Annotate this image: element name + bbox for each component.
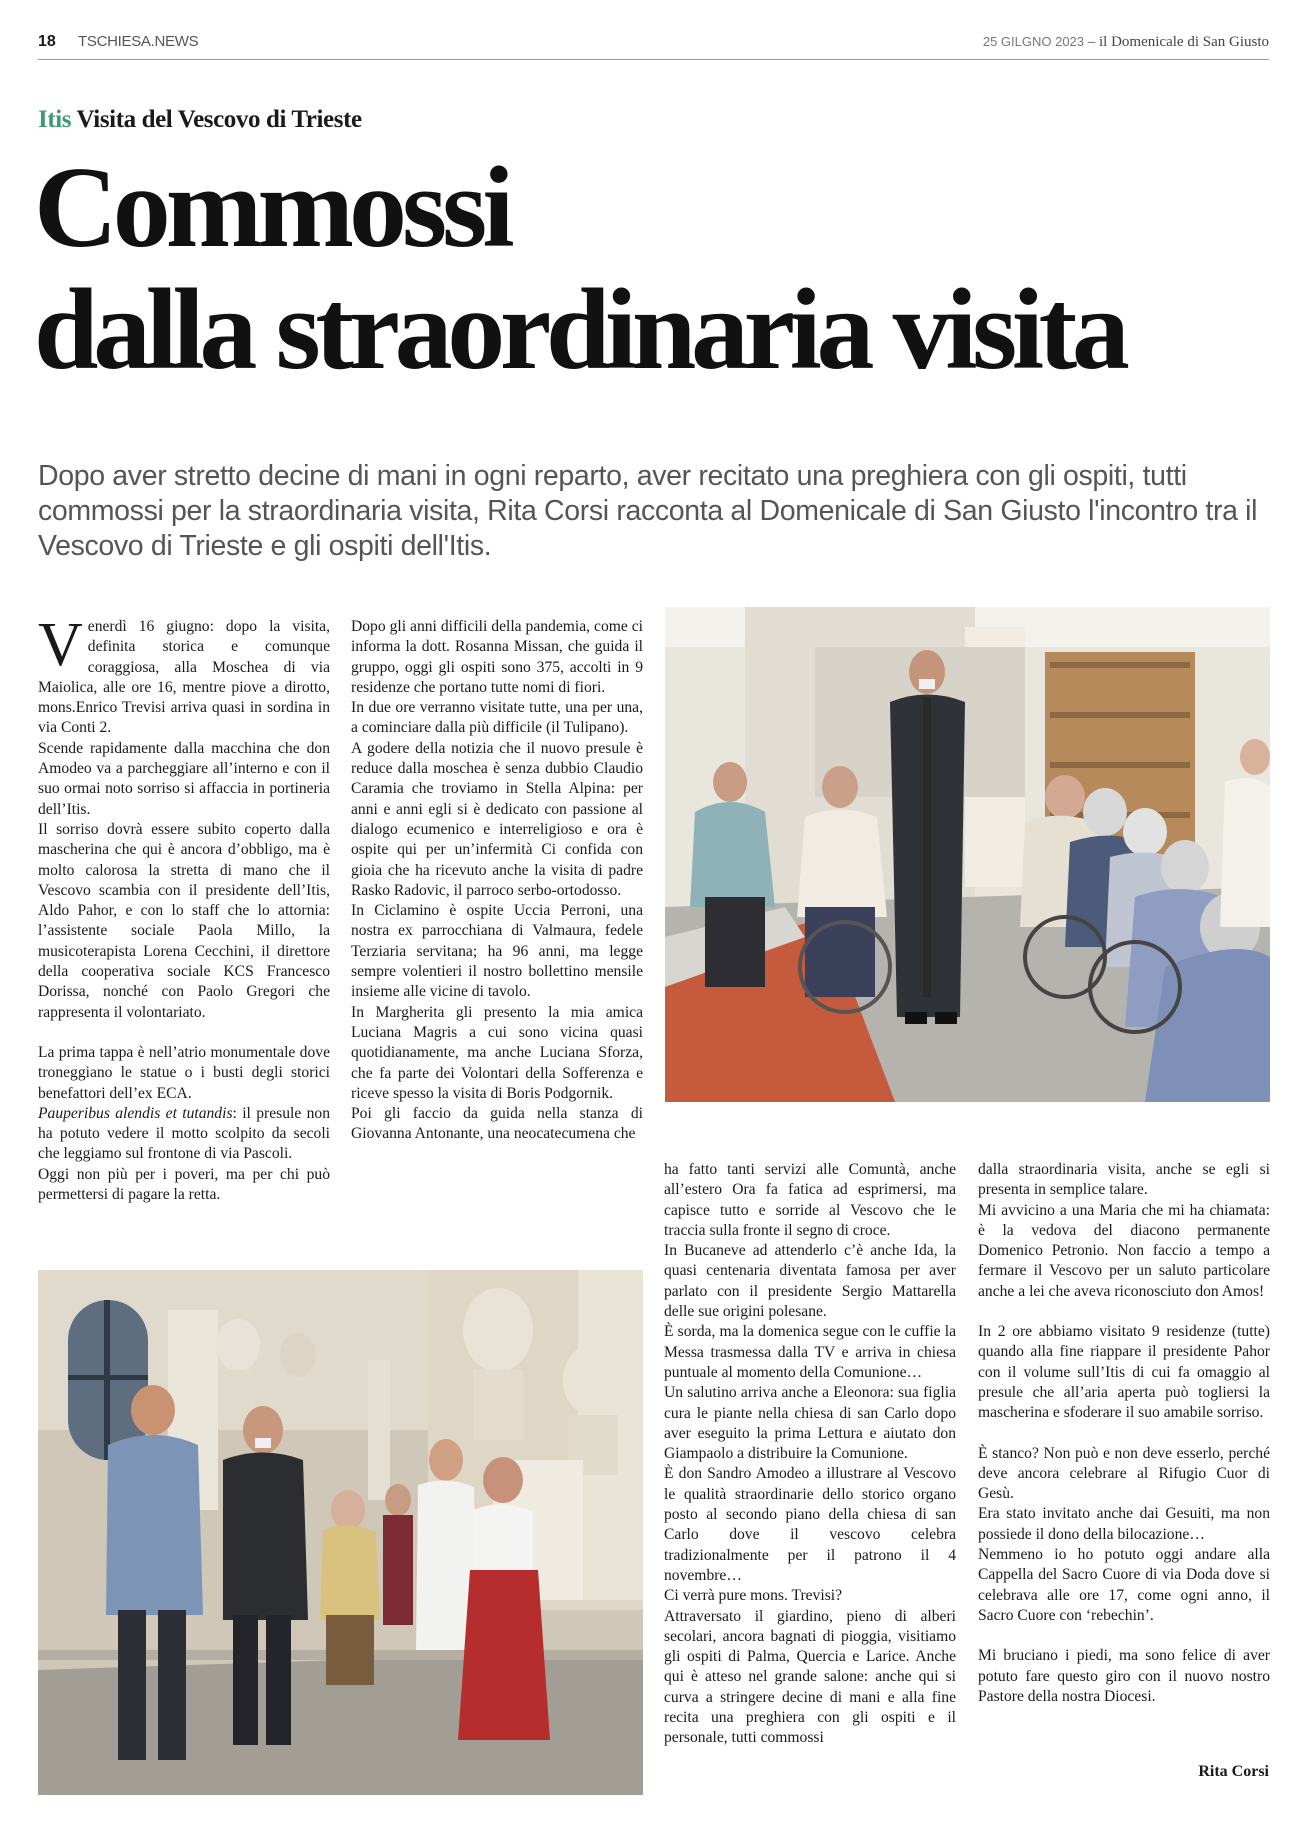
paragraph: Un salutino arriva anche a Eleonora: sua figlia cura le piante nella chiesa di san Carlo dopo aver eseguito la prima Lettura e aiutato don Giampaolo a distribuire la Comunione. [664, 1384, 956, 1463]
kicker-title: Visita del Vescovo di Trieste [76, 106, 362, 133]
kicker [38, 106, 362, 134]
paragraph: È sorda, ma la domenica segue con le cuffie la Messa trasmessa dalla TV e arriva in chiesa puntuale al momento della Comunione… [664, 1323, 956, 1381]
photo-atrium-visit [38, 1270, 643, 1795]
paragraph: Nemmeno io ho potuto oggi andare alla Cappella del Sacro Cuore di via Doda dove si celebrava alle ore 17, come ogni anno, il Sacro Cuore con ‘rebechin’. [978, 1546, 1270, 1624]
paragraph: Dopo gli anni difficili della pandemia, come ci informa la dott. Rosanna Missan, che guida il gruppo, oggi gli ospiti sono 375, accolti in 9 residenze che portano tutte nomi di fiori. [351, 618, 643, 696]
page-number: 18 [38, 33, 56, 50]
article-column-3 [664, 1160, 956, 1790]
publication-name: il Domenicale di San Giusto [1099, 34, 1269, 50]
article-column-2 [351, 617, 643, 1217]
article-column-4 [978, 1160, 1270, 1790]
paragraph: In 2 ore abbiamo visitato 9 residenze (tutte) quando alla fine riappare il presidente Pahor con il volume sull’Itis di cui fa omaggio al presule che all’aria aperta può togliersi la mascherina e sfoderare il suo amabile sorriso. [978, 1323, 1270, 1422]
paragraph: In Bucaneve ad attenderlo c’è anche Ida, la quasi centenaria diventata famosa per aver parlato con il presidente Sergio Mattarella delle sue origini polesane. [664, 1242, 956, 1321]
header-rule [38, 59, 1269, 60]
issue-info [983, 34, 1269, 51]
kicker-tag: Itis [38, 106, 72, 133]
site-name[interactable]: TSCHIESA.NEWS [78, 33, 199, 50]
article-lede: Dopo aver stretto decine di mani in ogni reparto, aver recitato una preghiera con gli ospiti, tutti commossi per la straordinaria visita, Rita Corsi racconta al Domenicale di San Giusto l'incontro tra il Vescovo di Trieste e gli ospiti dell'Itis. [38, 460, 1258, 562]
paragraph: È don Sandro Amodeo a illustrare al Vescovo le qualità straordinarie dello storico organo posto al secondo piano della chiesa di san Carlo dove il vescovo celebra tradizionalmente per il patrono il 4 novembre… [664, 1465, 956, 1584]
paragraph: La prima tappa è nell’atrio monumentale dove troneggiano le statue o i busti degli storici benefattori dell’ex ECA. [38, 1043, 330, 1102]
paragraph: Scende rapidamente dalla macchina che don Amodeo va a parcheggiare all’interno e con il suo ormai noto sorriso si affaccia in portineria dell’Itis. [38, 739, 330, 818]
paragraph: Attraversato il giardino, pieno di alberi secolari, ancora bagnati di pioggia, visitiamo gli ospiti di Palma, Quercia e Larice. Anche qui è atteso nel grande salone: anche qui si curva a stringere decine di mani e alla fine recita una preghiera con gli ospiti e il personale, tutti commossi [664, 1607, 956, 1747]
paragraph: Il sorriso dovrà essere subito coperto dalla mascherina che qui è ancora d’obbligo, ma è molto calorosa la stretta di mano che il Vescovo scambia con il presidente dell’Itis, Aldo Pahor, e con lo staff che lo attornia: l’assistente sociale Paola Millo, la musicoterapista Lorena Cecchini, il direttore della cooperativa sociale KCS Francesco Dorissa, nonché con Paolo Gregori che rappresenta il volontariato. [38, 820, 330, 1021]
paragraph: Mi avvicino a una Maria che mi ha chiamata: è la vedova del diacono permanente Domenico Petronio. Non faccio a tempo a fermare il Vescovo per un saluto particolare anche a lei che aveva riconosciuto don Amos! [978, 1201, 1270, 1300]
paragraph: Poi gli faccio da guida nella stanza di Giovanna Antonante, una neocatecumena che [351, 1105, 643, 1143]
paragraph: In Ciclamino è ospite Uccia Perroni, una nostra ex parrocchiana di Valmaura, fedele Terziaria servitana; ha 96 anni, ma legge sempre volentieri il nostro bollettino mensile insieme alle vicine di tavolo. [351, 902, 643, 1001]
paragraph [38, 1104, 330, 1165]
paragraph: enerdì 16 giugno: dopo la visita, definita storica e comunque coraggiosa, alla Moschea di via Maiolica, alle ore 16, mentre piove a dirotto, mons.Enrico Trevisi arriva quasi in sordina in via Conti 2. [38, 618, 330, 737]
author-signature: Rita Corsi [1198, 1763, 1269, 1780]
headline-line-1: Commossi [34, 144, 510, 272]
paragraph: Ci verrà pure mons. Trevisi? [664, 1587, 843, 1605]
paragraph: ha fatto tanti servizi alle Comuntà, anche all’estero Ora fa fatica ad esprimersi, ma capisce tutto e sorride al Vescovo che le traccia sulla fronte il segno di croce. [664, 1161, 956, 1239]
paragraph: In due ore verranno visitate tutte, una per una, a cominciare dalla più difficile (il Tulipano). [351, 699, 643, 737]
paragraph: In Margherita gli presento la mia amica Luciana Magris a cui sono vicina quasi quotidianamente, ma anche Luciana Sforza, che fa parte dei Volontari della Sofferenza e riceve spesso la visita di Boris Podgornik. [351, 1003, 643, 1102]
separator: – [1084, 34, 1100, 50]
paragraph: dalla straordinaria visita, anche se egli si presenta in semplice talare. [978, 1161, 1270, 1199]
paragraph: Mi bruciano i piedi, ma sono felice di aver potuto fare questo giro con il nuovo nostro Pastore della nostra Diocesi. [978, 1647, 1270, 1705]
paragraph: Era stato invitato anche dai Gesuiti, ma non possiede il dono della bilocazione… [978, 1505, 1270, 1543]
paragraph-text: : il presule non ha potuto vedere il motto scolpito da secoli che leggiamo sul frontone di via Pascoli. [38, 1104, 330, 1163]
paragraph: Oggi non più per i poveri, ma per chi può permettersi di pagare la retta. [38, 1165, 330, 1204]
paragraph: È stanco? Non può e non deve esserlo, perché deve ancora celebrare al Rifugio Cuor di Gesù. [978, 1444, 1270, 1503]
drop-cap: V [38, 617, 83, 679]
headline-line-2: dalla straordinaria visita [34, 266, 1125, 394]
photo-bishop-with-residents [665, 607, 1270, 1102]
paragraph: A godere della notizia che il nuovo presule è reduce dalla moschea è senza dubbio Claudio Caramia che troviamo in Stella Alpina: per anni e anni egli si è dedicato con passione al dialogo ecumenico e interreligioso e ora è ospite qui per un’infermità Ci confida con gioia che ha ricevuto anche la visita di padre Rasko Radovic, il parroco serbo-ortodosso. [351, 739, 643, 899]
latin-motto: Pauperibus alendis et tutandis [38, 1104, 233, 1122]
article-column-1 [38, 617, 330, 1217]
issue-date: 25 GILGNO 2023 [982, 34, 1085, 49]
